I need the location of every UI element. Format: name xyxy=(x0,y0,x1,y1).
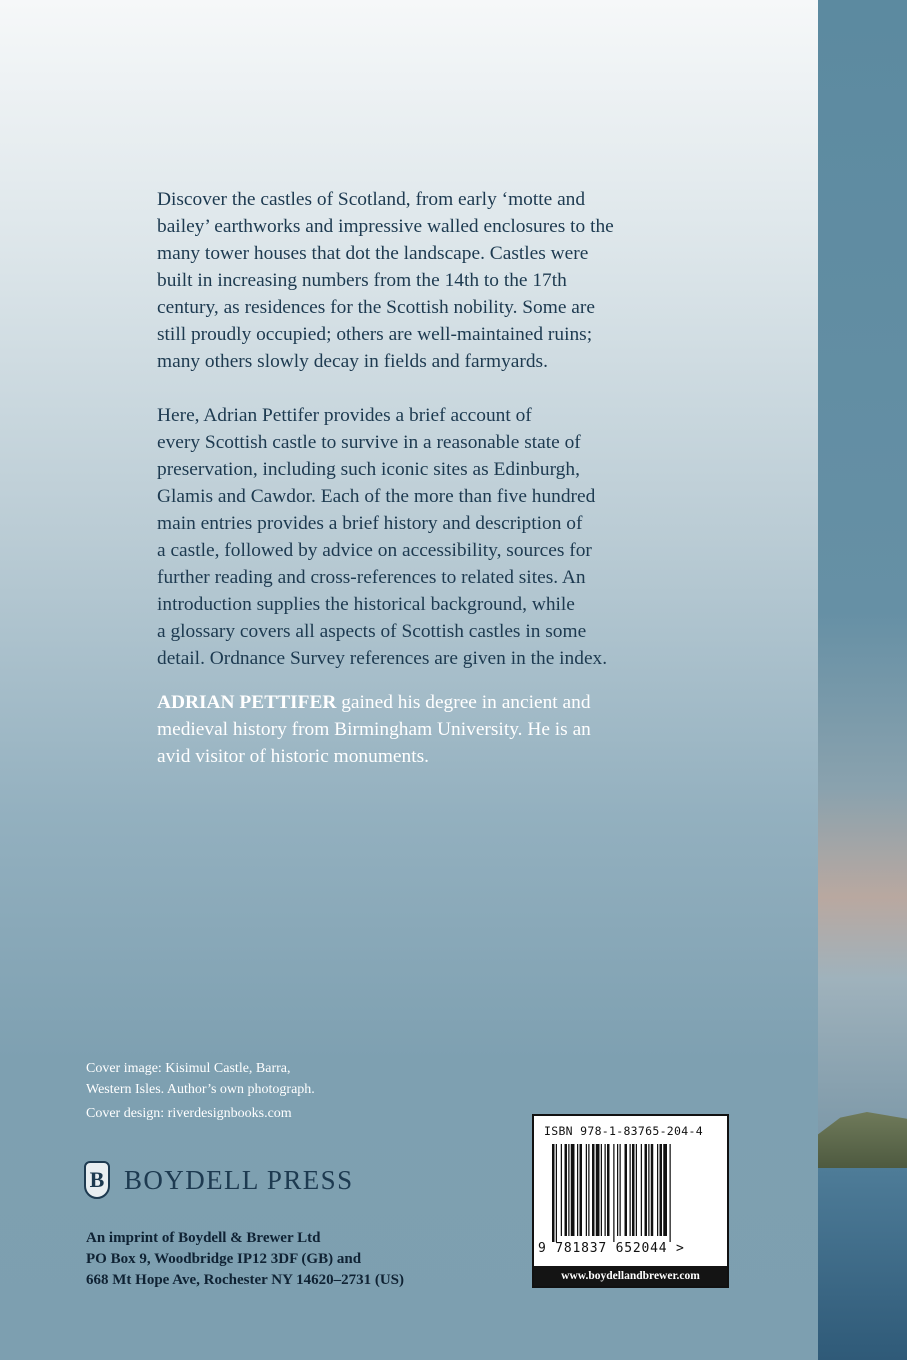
barcode-bar xyxy=(605,1144,606,1236)
boydell-shield-icon: B xyxy=(84,1161,110,1199)
author-bio xyxy=(157,689,697,770)
barcode-bar xyxy=(670,1144,671,1242)
barcode-digits: 9 781837 652044 > xyxy=(538,1241,685,1256)
credits xyxy=(86,1058,416,1124)
address-text: An imprint of Boydell & Brewer Ltd PO Box 9, Woodbridge IP12 3DF (GB) and 668 Mt Hope Ave, Rochester NY 14620–2731 (US) xyxy=(86,1230,405,1288)
isbn-number: ISBN 978-1-83765-204-4 xyxy=(544,1124,703,1138)
barcode-bar xyxy=(601,1144,602,1236)
cover-photo-strip xyxy=(818,0,907,1360)
barcode-bar xyxy=(568,1144,569,1236)
island-silhouette xyxy=(818,1112,907,1168)
barcode-bar xyxy=(613,1144,614,1242)
barcode-bar xyxy=(641,1144,642,1236)
publisher-website: www.boydellandbrewer.com xyxy=(534,1266,727,1286)
blurb-paragraph-2: Here, Adrian Pettifer provides a brief account of every Scottish castle to survive in a reasonable state of preservation, including such iconic sites as Edinburgh, Glamis and Cawdor. Each of the more than five hundred main entries provides a brief history and description of a castle, followed by advice on accessibility, sources for further reading and cross-references to related sites. An introduction supplies the historical background, while a glossary covers all aspects of Scottish castles in some detail. Ordnance Survey references are given in the index. xyxy=(157,405,608,669)
barcode-bar xyxy=(565,1144,568,1236)
barcode-bar xyxy=(648,1144,649,1236)
barcode-bar xyxy=(552,1144,555,1242)
blurb-paragraph-1: Discover the castles of Scotland, from early ‘motte and bailey’ earthworks and impressive walled enclosures to the many tower houses that dot the landscape. Castles were built in increasing numbers from the 14th to the 17th century, as residences for the Scottish nobility. Some are still proudly occupied; others are well-maintained ruins; many others slowly decay in fields and farmyards. xyxy=(157,189,614,372)
barcode-bar xyxy=(651,1144,654,1236)
barcode-bar xyxy=(663,1144,667,1236)
isbn-barcode xyxy=(532,1114,729,1288)
barcode-bar xyxy=(592,1144,595,1236)
barcode-bar xyxy=(577,1144,578,1236)
publisher-address xyxy=(86,1228,506,1291)
publisher-logo-block xyxy=(84,1158,353,1202)
barcode-bar xyxy=(630,1144,631,1236)
barcode-bar xyxy=(632,1144,635,1236)
cover-design-credit: Cover design: riverdesignbooks.com xyxy=(86,1106,292,1121)
sea-image xyxy=(818,1168,907,1360)
publisher-name: BOYDELL PRESS xyxy=(124,1164,354,1195)
barcode-bar xyxy=(625,1144,628,1236)
barcode-bar xyxy=(571,1144,575,1236)
barcode-bar xyxy=(596,1144,600,1236)
barcode-bar xyxy=(561,1144,562,1236)
cover-image-credit: Cover image: Kisimul Castle, Barra, Western Isles. Author’s own photograph. xyxy=(86,1061,315,1097)
barcode-bar xyxy=(660,1144,663,1236)
barcode-bar xyxy=(580,1144,583,1236)
author-bio-text: gained his degree in ancient and medieval history from Birmingham University. He is an avid visitor of historic monuments. xyxy=(157,692,591,767)
barcode-bar xyxy=(636,1144,637,1236)
barcode-bar xyxy=(645,1144,648,1236)
barcode-bar xyxy=(620,1144,621,1236)
barcode-bar xyxy=(588,1144,589,1236)
barcode-bar xyxy=(607,1144,610,1236)
barcode-bar xyxy=(657,1144,658,1236)
barcode-bar xyxy=(556,1144,557,1242)
blurb-text xyxy=(157,186,697,770)
author-name: ADRIAN PETTIFER xyxy=(157,692,337,713)
barcode-bars xyxy=(552,1144,714,1242)
barcode-bar xyxy=(586,1144,587,1236)
barcode-bar xyxy=(617,1144,618,1236)
